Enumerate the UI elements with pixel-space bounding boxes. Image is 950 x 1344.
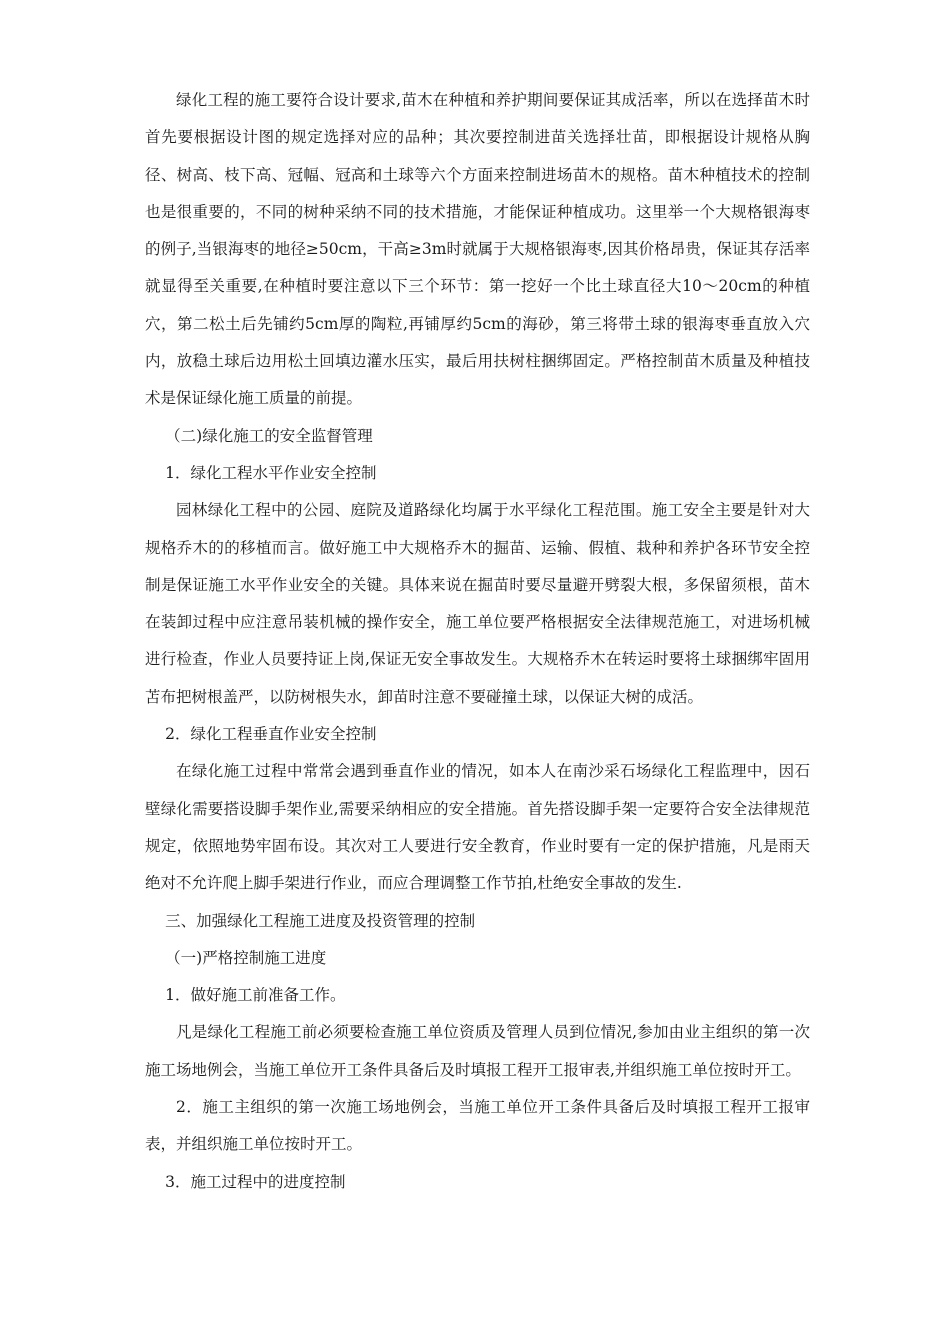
document-body [145, 82, 810, 1201]
paragraph-pre-construction: 凡是绿化工程施工前必须要检查施工单位资质及管理人员到位情况,参加由业主组织的第一次施工场地例会，当施工单位开工条件具备后及时填报工程开工报审表,并组织施工单位按时开工。 [145, 1023, 810, 1079]
heading-vertical-safety: 2．绿化工程垂直作业安全控制 [165, 725, 377, 744]
paragraph-horizontal-safety: 园林绿化工程中的公园、庭院及道路绿化均属于水平绿化工程范围。施工安全主要是针对大规格乔木的的移植而言。做好施工中大规格乔木的掘苗、运输、假植、栽种和养护各环节安全控制是保证施工水平作业安全的关键。具体来说在掘苗时要尽量避开劈裂大根，多保留须根，苗木在装卸过程中应注意吊装机械的操作安全，施工单位要严格根据安全法律规范施工，对进场机械进行检查，作业人员要持证上岗,保证无安全事故发生。大规格乔木在转运时要将土球捆绑牢固用苫布把树根盖严，以防树根失水，卸苗时注意不要碰撞土球，以保证大树的成活。 [145, 501, 810, 706]
paragraph-planting-quality: 绿化工程的施工要符合设计要求,苗木在种植和养护期间要保证其成活率，所以在选择苗木时首先要根据设计图的规定选择对应的品种；其次要控制进苗关选择壮苗，即根据设计规格从胸径、树高、枝下高、冠幅、冠高和土球等六个方面来控制进场苗木的规格。苗木种植技术的控制也是很重要的，不同的树种采纳不同的技术措施，才能保证种植成功。这里举一个大规格银海枣的例子,当银海枣的地径≥50cm，干高≥3m时就属于大规格银海枣,因其价格昂贵，保证其存活率就显得至关重要,在种植时要注意以下三个环节：第一挖好一个比土球直径大10～20cm的种植穴，第二松土后先铺约5cm厚的陶粒,再铺厚约5cm的海砂，第三将带土球的银海枣垂直放入穴内，放稳土球后边用松土回填边灌水压实，最后用扶树柱捆绑固定。严格控制苗木质量及种植技术是保证绿化施工质量的前提。 [145, 91, 810, 408]
heading-horizontal-safety: 1．绿化工程水平作业安全控制 [165, 463, 377, 482]
paragraph-vertical-safety: 在绿化施工过程中常常会遇到垂直作业的情况，如本人在南沙采石场绿化工程监理中，因石壁绿化需要搭设脚手架作业,需要采纳相应的安全措施。首先搭设脚手架一定要符合安全法律规范规定，依照地势牢固布设。其次对工人要进行安全教育，作业时要有一定的保护措施，凡是雨天绝对不允许爬上脚手架进行作业，而应合理调整工作节拍,杜绝安全事故的发生. [145, 762, 810, 893]
paragraph-site-meeting: 2．施工主组织的第一次施工场地例会，当施工单位开工条件具备后及时填报工程开工报审表，并组织施工单位按时开工。 [145, 1098, 810, 1154]
heading-progress-control: 3．施工过程中的进度控制 [165, 1172, 346, 1191]
heading-progress-investment: 三、加强绿化工程施工进度及投资管理的控制 [165, 911, 476, 930]
heading-safety-supervision: （二)绿化施工的安全监督管理 [165, 426, 373, 445]
heading-strict-progress: （一)严格控制施工进度 [165, 948, 327, 967]
heading-pre-construction: 1．做好施工前准备工作。 [165, 986, 346, 1005]
